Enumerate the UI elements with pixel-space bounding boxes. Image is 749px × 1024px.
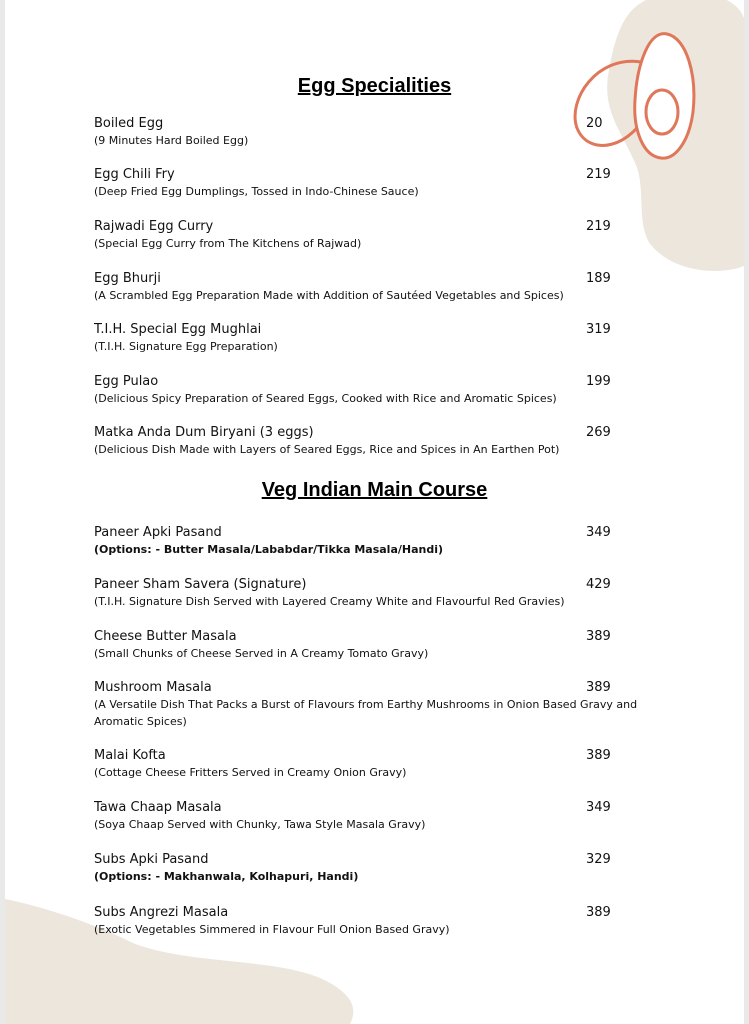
item-description: (Delicious Spicy Preparation of Seared Eggs, Cooked with Rice and Aromatic Spices) — [94, 392, 557, 405]
item-name: Mushroom Masala — [94, 680, 212, 695]
item-description: (Cottage Cheese Fritters Served in Creamy Onion Gravy) — [94, 766, 407, 779]
item-description: (A Versatile Dish That Packs a Burst of Flavours from Earthy Mushrooms in Onion Based Gravy and Aromatic Spices) — [94, 698, 638, 728]
item-price: 319 — [586, 322, 611, 337]
item-price: 329 — [586, 852, 611, 867]
item-price: 20 — [586, 116, 603, 131]
item-description: (Soya Chaap Served with Chunky, Tawa Style Masala Gravy) — [94, 818, 426, 831]
item-description: (Deep Fried Egg Dumplings, Tossed in Indo-Chinese Sauce) — [94, 185, 419, 198]
item-name: Subs Apki Pasand — [94, 852, 209, 867]
item-price: 189 — [586, 271, 611, 286]
item-options: (Options: - Butter Masala/Lababdar/Tikka Masala/Handi) — [94, 543, 444, 556]
menu-item — [94, 679, 654, 730]
item-description: (Exotic Vegetables Simmered in Flavour Full Onion Based Gravy) — [94, 923, 450, 936]
menu-item — [94, 524, 654, 558]
menu-item — [94, 270, 654, 304]
item-price: 389 — [586, 680, 611, 695]
item-price: 349 — [586, 525, 611, 540]
menu-item — [94, 904, 654, 938]
item-name: Egg Chili Fry — [94, 167, 175, 182]
menu-page — [5, 0, 744, 1024]
item-price: 199 — [586, 374, 611, 389]
item-price: 389 — [586, 748, 611, 763]
item-name: Rajwadi Egg Curry — [94, 219, 214, 234]
menu-item — [94, 747, 654, 781]
item-name: Cheese Butter Masala — [94, 629, 237, 644]
section-title-egg-specialities: Egg Specialities — [297, 75, 452, 97]
menu-item — [94, 115, 654, 149]
menu-item — [94, 166, 654, 200]
item-name: Tawa Chaap Masala — [94, 800, 222, 815]
menu-item — [94, 799, 654, 833]
item-price: 269 — [586, 425, 611, 440]
item-description: (Small Chunks of Cheese Served in A Creamy Tomato Gravy) — [94, 647, 429, 660]
item-price: 219 — [586, 219, 611, 234]
item-name: Egg Bhurji — [94, 271, 161, 286]
menu-item — [94, 424, 654, 458]
item-description: (T.I.H. Signature Dish Served with Layered Creamy White and Flavourful Red Gravies) — [94, 595, 565, 608]
item-description: (Special Egg Curry from The Kitchens of Rajwad) — [94, 237, 362, 250]
item-price: 389 — [586, 905, 611, 920]
menu-item — [94, 851, 654, 885]
section-title-veg-indian-main-course: Veg Indian Main Course — [261, 479, 488, 501]
menu-item — [94, 321, 654, 355]
menu-item — [94, 373, 654, 407]
menu-item — [94, 576, 654, 610]
item-name: Subs Angrezi Masala — [94, 905, 229, 920]
item-description: (A Scrambled Egg Preparation Made with Addition of Sautéed Vegetables and Spices) — [94, 289, 564, 302]
item-name: Malai Kofta — [94, 748, 166, 763]
item-price: 389 — [586, 629, 611, 644]
item-price: 349 — [586, 800, 611, 815]
item-name: Paneer Sham Savera (Signature) — [94, 577, 307, 592]
menu-item — [94, 218, 654, 252]
item-name: Paneer Apki Pasand — [94, 525, 222, 540]
menu-item — [94, 628, 654, 662]
item-name: Matka Anda Dum Biryani (3 eggs) — [94, 425, 314, 440]
item-price: 429 — [586, 577, 611, 592]
item-name: Boiled Egg — [94, 116, 164, 131]
item-price: 219 — [586, 167, 611, 182]
item-description: (T.I.H. Signature Egg Preparation) — [94, 340, 278, 353]
item-description: (Delicious Dish Made with Layers of Seared Eggs, Rice and Spices in An Earthen Pot) — [94, 443, 560, 456]
item-description: (9 Minutes Hard Boiled Egg) — [94, 134, 249, 147]
item-options: (Options: - Makhanwala, Kolhapuri, Handi) — [94, 870, 359, 883]
item-name: T.I.H. Special Egg Mughlai — [94, 322, 262, 337]
item-name: Egg Pulao — [94, 374, 159, 389]
